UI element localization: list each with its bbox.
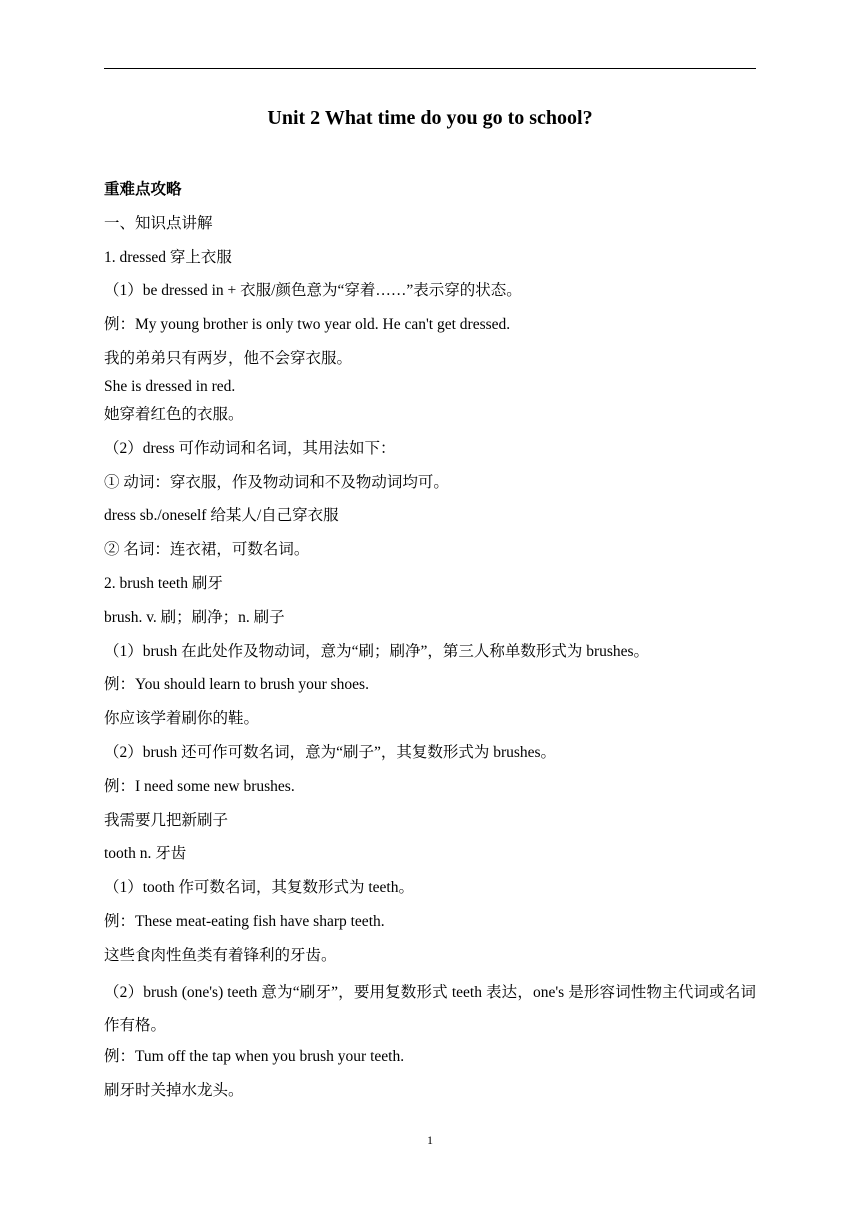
paragraph: （2）brush 还可作可数名词，意为“刷子”，其复数形式为 brushes。 [104, 743, 557, 761]
example-sentence: She is dressed in red. [104, 377, 236, 395]
paragraph: ② 名词：连衣裙，可数名词。 [104, 541, 310, 559]
header-rule [104, 68, 756, 69]
paragraph: （1）be dressed in + 衣服/颜色意为“穿着……”表示穿的状态。 [104, 282, 522, 300]
paragraph: dress sb./oneself 给某人/自己穿衣服 [104, 507, 339, 525]
example-sentence: 例：I need some new brushes. [104, 777, 295, 795]
document-body [104, 176, 756, 1111]
paragraph: brush. v. 刷；刷净；n. 刷子 [104, 608, 285, 626]
point-heading: 1. dressed 穿上衣服 [104, 248, 232, 266]
translation: 我需要几把新刷子 [104, 811, 229, 829]
paragraph: （2）brush (one's) teeth 意为“刷牙”，要用复数形式 teeth 表达，one's 是形容词性物主代词或名词作有格。 [104, 983, 756, 1035]
point-heading: 2. brush teeth 刷牙 [104, 574, 223, 592]
page-number: 1 [427, 1133, 433, 1147]
translation: 这些食肉性鱼类有着锋利的牙齿。 [104, 946, 337, 964]
example-sentence: 例：Tum off the tap when you brush your teeth. [104, 1048, 405, 1066]
page-title: Unit 2 What time do you go to school? [267, 107, 593, 129]
translation: 我的弟弟只有两岁，他不会穿衣服。 [104, 349, 353, 367]
translation: 她穿着红色的衣服。 [104, 405, 244, 423]
subsection-heading: 一、知识点讲解 [104, 214, 213, 232]
translation: 你应该学着刷你的鞋。 [104, 710, 260, 728]
example-sentence: 例：These meat-eating fish have sharp teeth. [104, 912, 385, 930]
paragraph: （1）tooth 作可数名词，其复数形式为 teeth。 [104, 879, 414, 897]
example-sentence: 例：You should learn to brush your shoes. [104, 676, 369, 694]
section-heading: 重难点攻略 [104, 181, 182, 198]
translation: 刷牙时关掉水龙头。 [104, 1081, 244, 1099]
example-sentence: 例：My young brother is only two year old. He can't get dressed. [104, 316, 511, 334]
paragraph: （2）dress 可作动词和名词，其用法如下： [104, 439, 396, 457]
point-heading: tooth n. 牙齿 [104, 845, 187, 863]
paragraph: ① 动词：穿衣服，作及物动词和不及物动词均可。 [104, 473, 449, 491]
paragraph: （1）brush 在此处作及物动词，意为“刷；刷净”，第三人称单数形式为 brushes。 [104, 642, 650, 660]
